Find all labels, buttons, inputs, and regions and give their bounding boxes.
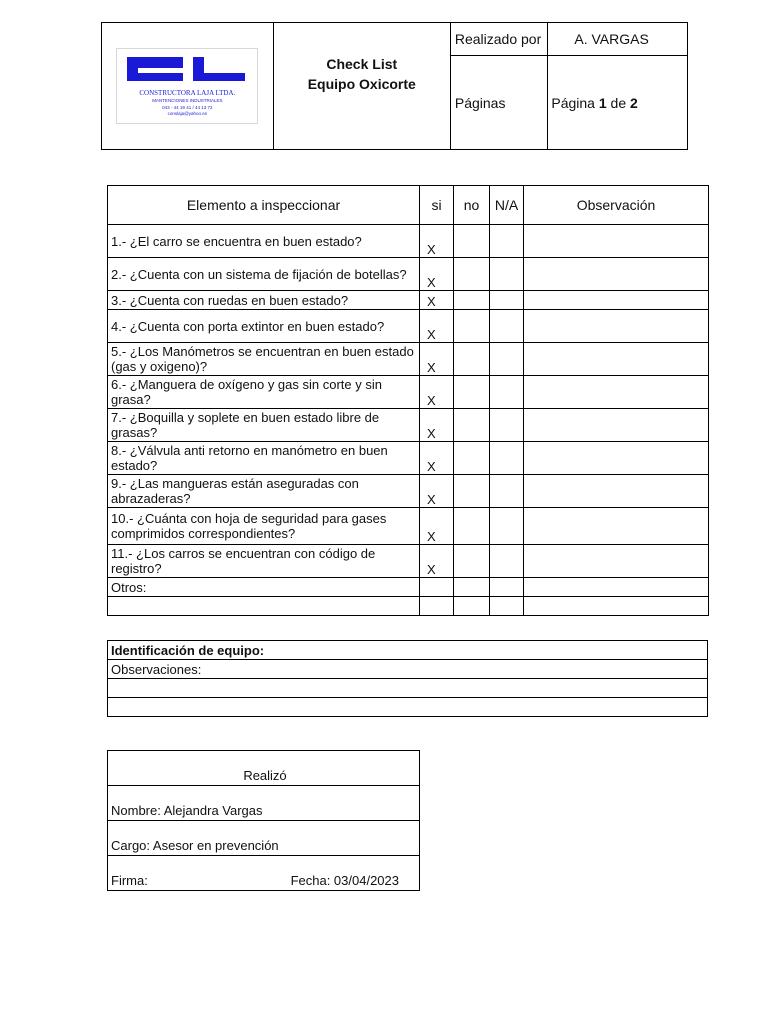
logo-subtitle: MANTENCIONES INDUSTRIALES	[152, 98, 223, 103]
item-na-mark	[490, 475, 524, 508]
checklist-row	[108, 343, 709, 376]
pagina-value	[548, 56, 688, 150]
item-observacion	[524, 376, 709, 409]
item-text: 5.- ¿Los Manómetros se encuentran en buen estado (gas y oxigeno)?	[108, 343, 420, 376]
checklist-row	[108, 258, 709, 291]
checklist-row	[108, 291, 709, 310]
checklist-row	[108, 376, 709, 409]
item-si-mark: X	[420, 508, 454, 545]
item-na-mark	[490, 225, 524, 258]
item-text: 7.- ¿Boquilla y soplete en buen estado libre de grasas?	[108, 409, 420, 442]
blank-row	[108, 597, 709, 616]
item-si-mark: X	[420, 475, 454, 508]
nombre-field: Nombre: Alejandra Vargas	[108, 786, 420, 821]
item-si-mark: X	[420, 258, 454, 291]
item-text: 10.- ¿Cuánta con hoja de seguridad para gases comprimidos correspondientes?	[108, 508, 420, 545]
item-no-mark	[454, 343, 490, 376]
item-na-mark	[490, 545, 524, 578]
item-si-mark: X	[420, 376, 454, 409]
item-si-mark: X	[420, 343, 454, 376]
item-observacion	[524, 475, 709, 508]
pagina-de: de	[610, 94, 627, 111]
firma-label: Firma:	[111, 873, 148, 888]
pagina-total: 2	[630, 94, 638, 111]
checklist-row	[108, 508, 709, 545]
item-text: 2.- ¿Cuenta con un sistema de fijación de botellas?	[108, 258, 420, 291]
realizado-por-label: Realizado por	[450, 23, 548, 56]
item-na-mark	[490, 409, 524, 442]
checklist-row	[108, 545, 709, 578]
item-no-mark	[454, 409, 490, 442]
item-si-mark: X	[420, 225, 454, 258]
identificacion-title: Identificación de equipo:	[108, 641, 708, 660]
item-text: 6.- ¿Manguera de oxígeno y gas sin corte y sin grasa?	[108, 376, 420, 409]
logo-company-name: CONSTRUCTORA LAJA LTDA.	[139, 89, 236, 97]
item-no-mark	[454, 508, 490, 545]
checklist-row	[108, 225, 709, 258]
pagina-current: 1	[598, 94, 607, 111]
item-no-mark	[454, 475, 490, 508]
item-si-mark: X	[420, 310, 454, 343]
header-table	[101, 22, 688, 150]
checklist-row	[108, 310, 709, 343]
title-line-2: Equipo Oxicorte	[307, 76, 416, 92]
otros-label: Otros:	[108, 578, 420, 597]
item-no-mark	[454, 291, 490, 310]
col-na: N/A	[490, 186, 524, 225]
item-si-mark: X	[420, 545, 454, 578]
logo-email: conslaja@yahoo.es	[167, 111, 207, 116]
item-no-mark	[454, 225, 490, 258]
item-na-mark	[490, 508, 524, 545]
item-na-mark	[490, 376, 524, 409]
item-observacion	[524, 225, 709, 258]
item-na-mark	[490, 258, 524, 291]
checklist-row	[108, 442, 709, 475]
item-observacion	[524, 442, 709, 475]
item-text: 9.- ¿Las mangueras están aseguradas con abrazaderas?	[108, 475, 420, 508]
firma-fecha-row	[108, 856, 420, 891]
item-na-mark	[490, 310, 524, 343]
signature-table	[107, 750, 420, 891]
observaciones-label: Observaciones:	[108, 660, 708, 679]
blank-line	[108, 698, 708, 717]
item-si-mark: X	[420, 442, 454, 475]
item-no-mark	[454, 376, 490, 409]
item-no-mark	[454, 545, 490, 578]
checklist-row	[108, 475, 709, 508]
item-observacion	[524, 310, 709, 343]
col-si: si	[420, 186, 454, 225]
col-observacion: Observación	[524, 186, 709, 225]
item-observacion	[524, 291, 709, 310]
cargo-field: Cargo: Asesor en prevención	[108, 821, 420, 856]
item-observacion	[524, 409, 709, 442]
checklist-row	[108, 409, 709, 442]
paginas-label: Páginas	[450, 56, 548, 150]
realizado-por-value: A. VARGAS	[548, 23, 688, 56]
item-text: 1.- ¿El carro se encuentra en buen estado?	[108, 225, 420, 258]
item-si-mark: X	[420, 409, 454, 442]
item-si-mark: X	[420, 291, 454, 310]
document-title	[273, 23, 450, 150]
fecha-field: Fecha: 03/04/2023	[290, 873, 399, 888]
realizo-label: Realizó	[108, 751, 420, 786]
otros-row	[108, 578, 709, 597]
checklist-header-row	[108, 186, 709, 225]
logo-phones: 043 - 44 19 41 / 44 13 72	[162, 105, 213, 110]
pagina-word: Página	[551, 94, 595, 111]
item-observacion	[524, 545, 709, 578]
item-text: 4.- ¿Cuenta con porta extintor en buen estado?	[108, 310, 420, 343]
inspection-checklist	[107, 185, 709, 616]
item-observacion	[524, 343, 709, 376]
item-no-mark	[454, 442, 490, 475]
logo-cell	[102, 23, 274, 150]
item-na-mark	[490, 343, 524, 376]
item-text: 11.- ¿Los carros se encuentran con código de registro?	[108, 545, 420, 578]
col-element: Elemento a inspeccionar	[108, 186, 420, 225]
item-no-mark	[454, 310, 490, 343]
col-no: no	[454, 186, 490, 225]
item-text: 8.- ¿Válvula anti retorno en manómetro en buen estado?	[108, 442, 420, 475]
identification-table	[107, 640, 708, 717]
company-logo	[116, 48, 258, 124]
item-na-mark	[490, 442, 524, 475]
item-observacion	[524, 508, 709, 545]
item-na-mark	[490, 291, 524, 310]
item-observacion	[524, 258, 709, 291]
item-text: 3.- ¿Cuenta con ruedas en buen estado?	[108, 291, 420, 310]
title-line-1: Check List	[326, 56, 398, 72]
blank-line	[108, 679, 708, 698]
item-no-mark	[454, 258, 490, 291]
